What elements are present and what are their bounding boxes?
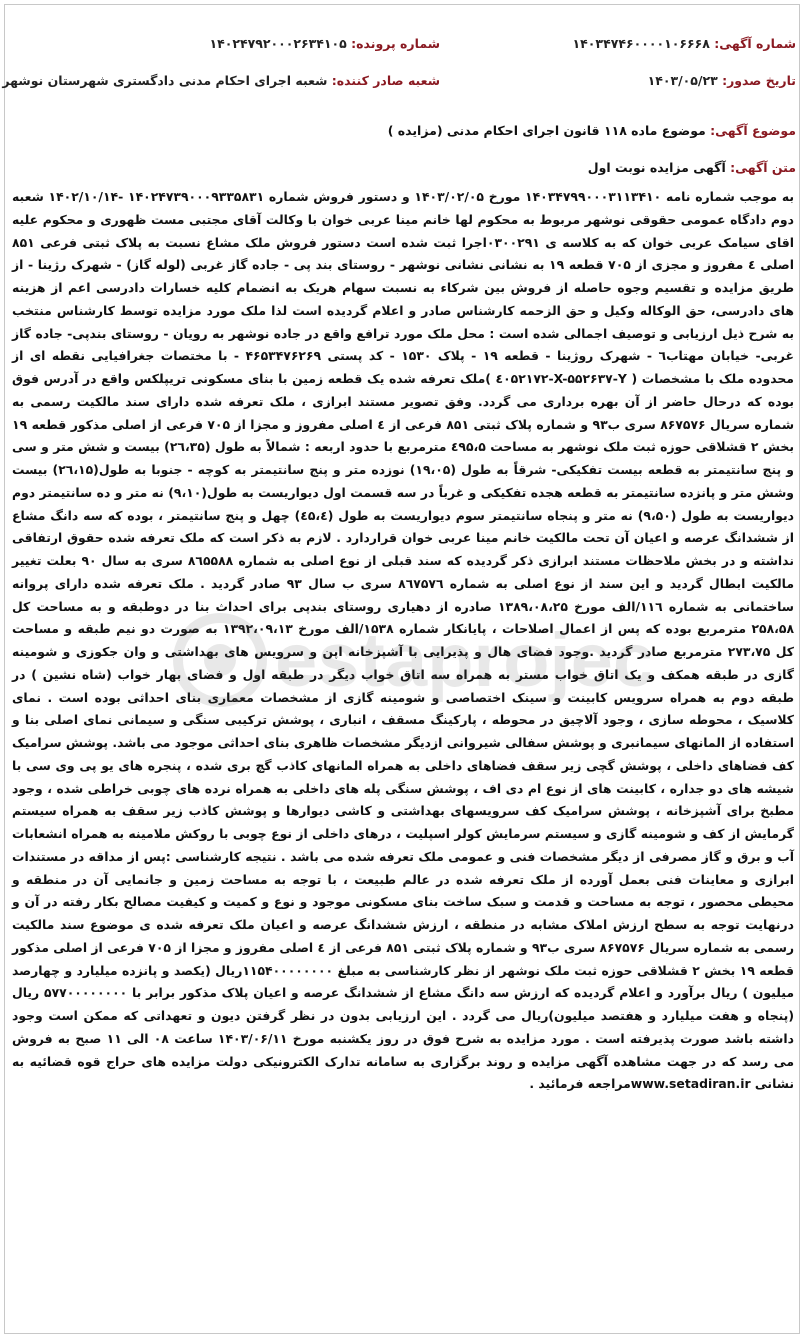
ad-subject — [388, 123, 796, 138]
watermark-text: estaprojec — [275, 618, 650, 703]
ad-number-label: شماره آگهی: — [714, 36, 796, 51]
ad-subject-value: موضوع ماده ۱۱۸ قانون اجرای احکام مدنی (مزایده ) — [387, 123, 706, 138]
ad-number — [573, 36, 796, 51]
ad-subject-label: موضوع آگهی: — [710, 123, 796, 138]
issue-date-value: ۱۴۰۳/۰۵/۲۳ — [647, 73, 718, 88]
case-number-label: شماره پرونده: — [351, 36, 440, 51]
ad-body — [12, 186, 794, 1096]
ad-text-title — [588, 160, 796, 175]
ad-text-heading: آگهی مزایده نوبت اول — [587, 160, 726, 175]
case-number — [209, 36, 440, 51]
ad-number-value: ۱۴۰۳۴۷۴۶۰۰۰۰۱۰۶۶۶۸ — [572, 36, 710, 51]
ad-text-label: متن آگهی: — [730, 160, 796, 175]
issue-date — [648, 73, 796, 88]
issuer — [2, 73, 440, 88]
issue-date-label: تاریخ صدور: — [722, 73, 796, 88]
issuer-label: شعبه صادر کننده: — [331, 73, 440, 88]
case-number-value: ۱۴۰۲۴۷۹۲۰۰۰۲۶۳۴۱۰۵ — [209, 36, 347, 51]
ad-body-paragraph: به موجب شماره نامه ۱۴۰۳۴۷۹۹۰۰۰۳۱۱۳۴۱۰ مورخ ۱۴۰۳/۰۲/۰۵ و دستور فروش شماره ۱۴۰۲۴۷۳۹۰۰۰۹۳۳۵۸۳۱ -۱۴۰۲/۱۰/۱۴ شعبه دوم دادگاه عمومی حقوقی نوشهر مربوط به محکوم لها خانم مینا عربی خوان با وکالت آقای مجتبی مست ظهوری و محکوم علیه اقای سیامک عربی خوان که به کلاسه ی ۰۳۰۰۲۹۱اجرا ثبت شده است دستور فروش ملک مشاع نسبت به پلاک ثبتی فرعی ۸۵۱ اصلی ٤ مفروز و مجزی از ۷۰۵ قطعه ۱۹ به نشانی نشانی نوشهر - روستای بند پی - جاده گاز غربی (لوله گاز) - شهرک رژینا - از طریق مزایده و تقسیم وجوه حاصله از فروش بین شرکاء به نسبت سهام هریک به انضمام کلیه خسارات دادرسی اعم از هزینه های دادرسی، حق الوکاله وکیل و حق الزحمه کارشناس صادر و اعلام گردیده است لذا ملک مورد مزایده توسط کارشناس منتخب به شرح ذیل ارزیابی و توصیف اجمالی شده است : محل ملک مورد ترافع واقع در جاده نوشهر به رویان - روستای بندپی- جاده گاز غربی- خیابان مهتاب٦ - شهرک روژینا - قطعه ۱۹ - پلاک ۱۵۳۰ - کد پستی ۴۶۵۳۴۷۶۲۶۹ - با مختصات جغرافیایی نقطه ای از محدوده ملک با مشخصات ( X-۵۵۲۶۳۷-Y-٤٠۵۲۱۷۲ )ملک تعرفه شده یک قطعه زمین با بنای مسکونی تریپلکس واقع در آدرس فوق بوده که درحال حاضر از آن بهره برداری می گردد. وفق تصویر مستند ابرازی ، ملک تعرفه شده دارای سند مالکیت رسمی به شماره سریال ۸۶۷۵۷۶ سری ب۹۳ و شماره پلاک ثبتی ۸۵۱ فرعی از ٤ اصلی مفروز و مجزا از ۷۰۵ فرعی از اصلی مذکور قطعه ۱۹ بخش ۲ قشلاقی حوزه ثبت ملک نوشهر به مساحت ٤۹۵،۵ مترمربع با حدود اربعه : شمالاً به طول (۲٦،۳۵) بیست و شش متر و سی و پنج سانتیمتر به قطعه بیست تفکیکی- شرقاً به طول (۱۹،۰۵) نوزده متر و پنج سانتیمتر به کوچه - جنوبا به طول(۲٦،۱۵) بیست وشش متر و پانزده سانتیمتر به قطعه هجده تفکیکی و غرباً در سه قسمت اول دیواریست به طول(۹،۱۰) نه متر و ده سانتیمتر دوم دیواریست به طول (۹،۵۰) نه متر و پنجاه سانتیمتر سوم دیواریست به طول (٤۵،٤) چهل و پنج سانتیمتر ، بوده که سه دانگ مشاع از ششدانگ عرصه و اعیان آن تحت مالکیت خانم مینا عربی خوان قراردارد . لازم به ذکر است که ملک تعرفه شده حقوق ارتفاقی نداشته و در بخش ملاحظات مستند ابرازی ذکر گردیده که سند قبلی از نوع اصلی به شماره ۸٦۵۵۸۸ سری به سال ۹۰ بعلت تغییر مالکیت ابطال گردید و این سند از نوع اصلی به شماره ۸٦۷۵۷٦ سری ب سال ۹۳ صادر گردید . ملک تعرفه شده دارای پروانه ساختمانی به شماره ۱۱٦/الف مورخ ۱۳۸۹،۰۸،۲۵ صادره از دهیاری روستای بندپی برای احداث بنا در دوطبقه و به مساحت کل ۲۵۸،۵۸ مترمربع بوده که پس از اعمال اصلاحات ، پایانکار شماره ۱۵۳۸/الف مورخ ۱۳۹۲،۰۹،۱۳ به صورت دو نیم طبقه و مساحت کل ۲۷۳،۷۵ مترمربع صادر گردید .وجود فضای هال و پذیرایی با آشپزخانه اپن و سرویس های بهداشتی و وان جکوزی و شومینه گازی در طبقه همکف و یک اتاق خواب مستر به همراه سه اتاق خواب دیگر در طبقه اول و فضای بهار خواب (شاه نشین ) در طبقه دوم به همراه سرویس کابینت و سینک اختصاصی و شومینه گازی از مشخصات معماری بنای احداثی بوده است . نمای کلاسیک ، محوطه سازی ، وجود آلاچیق در محوطه ، پارکینگ مسقف ، انباری ، پوشش ترکیبی سنگی و سیمانی نمای اصلی بنا و استفاده از المانهای سیمانبری و پوشش سفالی شیروانی ازدیگر مشخصات ظاهری بنای احداثی موجود می باشد. پوشش سرامیک کف فضاهای داخلی ، پوشش گچی زیر سقف فضاهای داخلی به همراه المانهای کاذب گچ بری شده ، پنجره های یو پی وی سی با شیشه های دو جداره ، کابینت های از نوع ام دی اف ، پوشش سنگی پله های داخلی به همراه نرده های چوبی خراطی شده ، وجود مطبخ برای آشپزخانه ، پوشش سرامیک کف سرویسهای بهداشتی و کاشی دیوارها و پوشش کاذب زیر سقف به همراه سیستم گرمایش از کف و شومینه گازی و سیستم سرمایش کولر اسپلیت ، درهای داخلی از نوع چوبی با روکش ملامینه به همراه انشعابات آب و برق و گاز مصرفی از دیگر مشخصات فنی و عمومی ملک تعرفه شده می باشد . نتیجه کارشناسی :پس از مداقه در مستندات ابرازی و معاینات فنی بعمل آورده از ملک تعرفه شده در عالم طبیعت ، با توجه به مساحت زمین و جانمایی آن در منطقه و محیطی محصور ، توجه به مساحت و قدمت و سبک ساخت بنای مسکونی موجود و نوع و کمیت و کیفیت مصالح بکار رفته در آن و درنهایت توجه به سطح ارزش املاک مشابه در منطقه ، ارزش ششدانگ عرصه و اعیان ملک تعرفه شده ی موضوع سند مالکیت رسمی به شماره سریال ۸۶۷۵۷۶ سری ب۹۳ و شماره پلاک ثبتی ۸۵۱ فرعی از ٤ اصلی مفروز و مجزا از ۷۰۵ فرعی از اصلی مذکور قطعه ۱۹ بخش ۲ قشلاقی حوزه ثبت ملک نوشهر از نظر کارشناسی به مبلغ ۱۱۵۴۰۰۰۰۰۰۰۰ریال (یکصد و پانزده میلیارد و چهارصد میلیون ) ریال برآورد و اعلام گردیده که ارزش سه دانگ مشاع از ششدانگ عرصه و اعیان پلاک مذکور برابر با ۵۷۷۰۰۰۰۰۰۰۰ ریال (پنجاه و هفت میلیارد و هفتصد میلیون)ریال می گردد . این ارزیابی بدون در نظر گرفتن دیون و تعهداتی که ممکن است وجود داشته باشد صورت پذیرفته است . مورد مزایده به شرح فوق در روز یکشنبه مورخ ۱۴۰۳/۰۶/۱۱ ساعت ۰۸ الی ۱۱ صبح به فروش می رسد که در جهت مشاهده آگهی مزایده و روند برگزاری به سامانه تدارک الکترونیکی دولت مزایده های حراج قوه قضائیه به نشانی www.setadiran.irمراجعه فرمائید . — [12, 189, 795, 1092]
issuer-value: شعبه اجرای احکام مدنی دادگستری شهرستان نوشهر — [2, 73, 328, 88]
